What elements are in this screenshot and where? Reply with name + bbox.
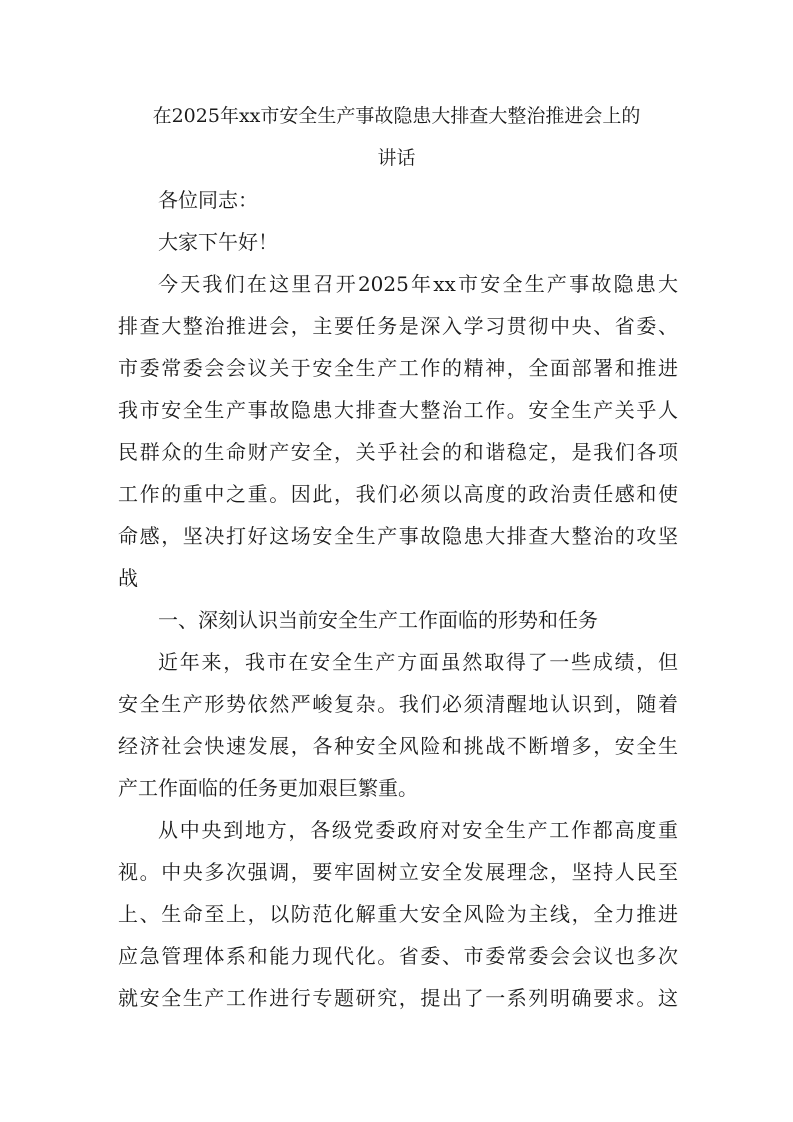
salutation: 各位同志： [158, 188, 258, 212]
greeting: 大家下午好！ [158, 230, 278, 254]
paragraph-line: 产工作面临的任务更加艰巨繁重。 [118, 776, 418, 800]
paragraph-line: 从中央到地方，各级党委政府对安全生产工作都高度重 [158, 818, 678, 842]
paragraph-line: 我市安全生产事故隐患大排查大整治工作。安全生产关乎人 [118, 398, 678, 422]
paragraph-line: 视。中央多次强调，要牢固树立安全发展理念，坚持人民至 [118, 860, 678, 884]
paragraph-line: 战 [118, 566, 138, 590]
paragraph-line: 民群众的生命财产安全，关乎社会的和谐稳定，是我们各项 [118, 440, 678, 464]
paragraph-line: 应急管理体系和能力现代化。省委、市委常委会会议也多次 [118, 944, 678, 968]
paragraph-line: 今天我们在这里召开2025年xx市安全生产事故隐患大 [158, 272, 678, 296]
paragraph-line: 命感，坚决打好这场安全生产事故隐患大排查大整治的攻坚 [118, 524, 678, 548]
document-title-continued: 讲话 [377, 147, 416, 169]
document-title: 在2025年xx市安全生产事故隐患大排查大整治推进会上的 [152, 105, 641, 127]
paragraph-line: 近年来，我市在安全生产方面虽然取得了一些成绩，但 [158, 650, 678, 674]
paragraph-line: 上、生命至上，以防范化解重大安全风险为主线，全力推进 [118, 902, 678, 926]
paragraph-line: 经济社会快速发展，各种安全风险和挑战不断增多，安全生 [118, 734, 678, 758]
paragraph-line: 市委常委会会议关于安全生产工作的精神，全面部署和推进 [118, 356, 678, 380]
paragraph-line: 排查大整治推进会，主要任务是深入学习贯彻中央、省委、 [118, 314, 678, 338]
paragraph-line: 安全生产形势依然严峻复杂。我们必须清醒地认识到，随着 [118, 692, 678, 716]
section-heading: 一、深刻认识当前安全生产工作面临的形势和任务 [158, 608, 598, 632]
paragraph-line: 就安全生产工作进行专题研究，提出了一系列明确要求。这 [118, 986, 678, 1010]
paragraph-line: 工作的重中之重。因此，我们必须以高度的政治责任感和使 [118, 482, 678, 506]
